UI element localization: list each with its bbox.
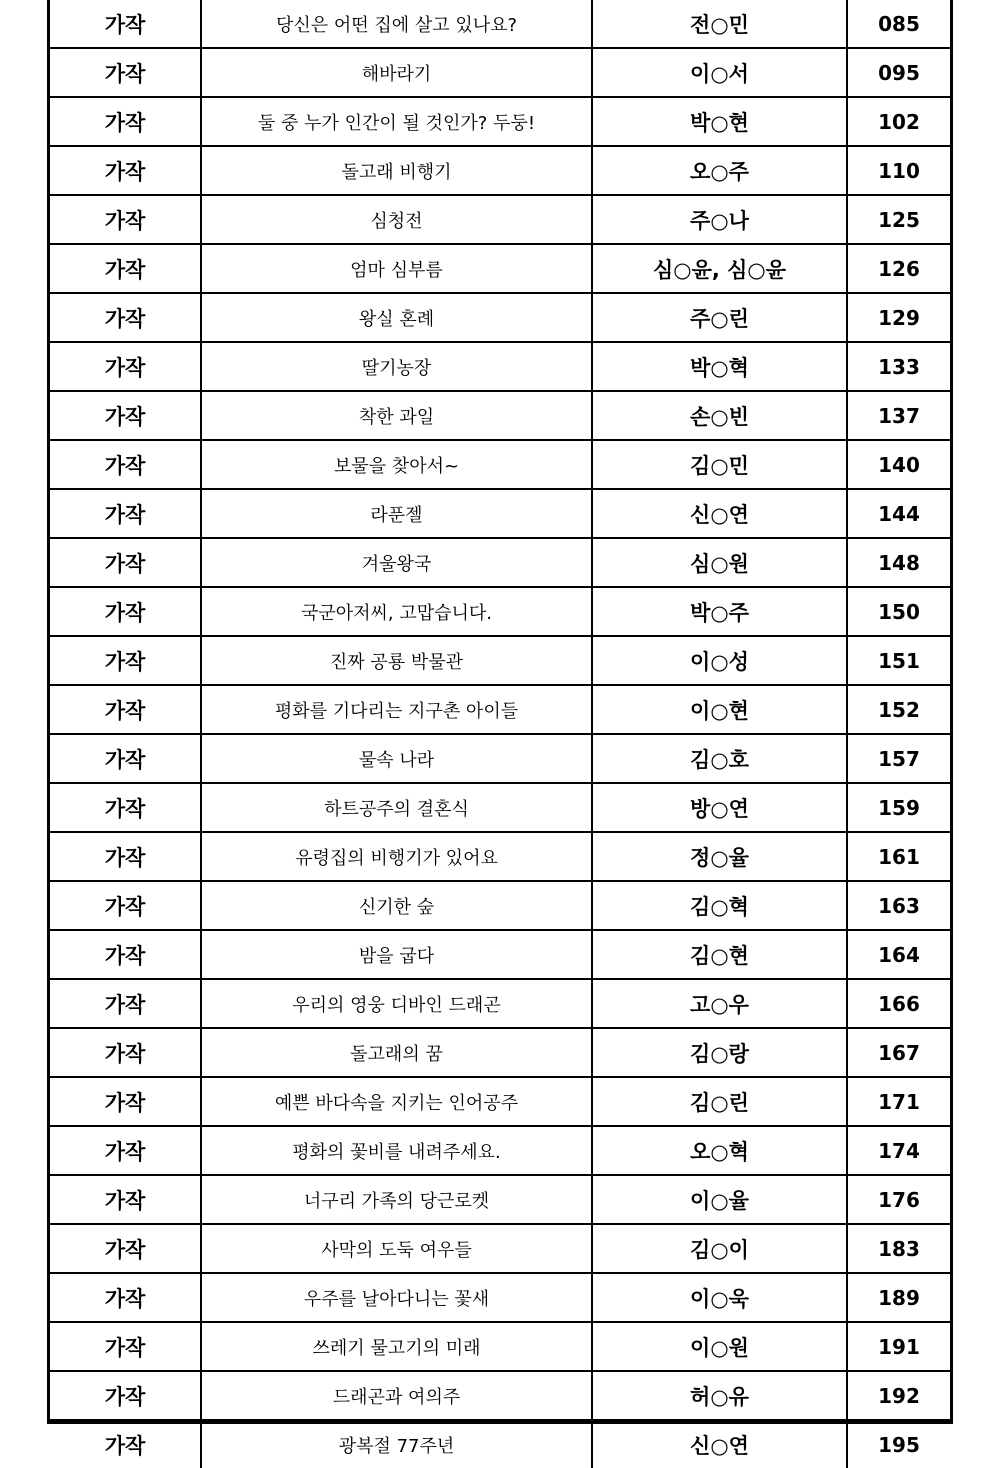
award-cell: 가작	[50, 685, 201, 734]
award-cell: 가작	[50, 979, 201, 1028]
name-cell: 이○욱	[592, 1273, 847, 1322]
title-cell: 겨울왕국	[201, 538, 592, 587]
award-cell: 가작	[50, 440, 201, 489]
name-cell: 심○원	[592, 538, 847, 587]
award-cell: 가작	[50, 930, 201, 979]
title-cell: 우주를 날아다니는 꽃새	[201, 1273, 592, 1322]
table-row	[50, 979, 950, 1028]
award-cell: 가작	[50, 587, 201, 636]
entry-number-cell: 148	[847, 538, 950, 587]
name-cell: 방○연	[592, 783, 847, 832]
award-cell: 가작	[50, 1273, 201, 1322]
table-row	[50, 391, 950, 440]
entry-number-cell: 133	[847, 342, 950, 391]
award-cell: 가작	[50, 146, 201, 195]
table-row	[50, 489, 950, 538]
title-cell: 물속 나라	[201, 734, 592, 783]
title-cell: 드래곤과 여의주	[201, 1371, 592, 1420]
title-cell: 진짜 공룡 박물관	[201, 636, 592, 685]
name-cell: 김○현	[592, 930, 847, 979]
entry-number-cell: 144	[847, 489, 950, 538]
table-row	[50, 342, 950, 391]
table-row	[50, 685, 950, 734]
name-cell: 오○혁	[592, 1126, 847, 1175]
entry-number-cell: 191	[847, 1322, 950, 1371]
award-cell: 가작	[50, 0, 201, 48]
title-cell: 신기한 숲	[201, 881, 592, 930]
entry-number-cell: 192	[847, 1371, 950, 1420]
name-cell: 김○혁	[592, 881, 847, 930]
entry-number-cell: 095	[847, 48, 950, 97]
table-row	[50, 587, 950, 636]
title-cell: 평화를 기다리는 지구촌 아이들	[201, 685, 592, 734]
entry-number-cell: 152	[847, 685, 950, 734]
table-row	[50, 1273, 950, 1322]
title-cell: 돌고래의 꿈	[201, 1028, 592, 1077]
entry-number-cell: 125	[847, 195, 950, 244]
title-cell: 딸기농장	[201, 342, 592, 391]
title-cell: 해바라기	[201, 48, 592, 97]
title-cell: 너구리 가족의 당근로켓	[201, 1175, 592, 1224]
title-cell: 광복절 77주년	[201, 1420, 592, 1468]
name-cell: 심○윤, 심○윤	[592, 244, 847, 293]
title-cell: 우리의 영웅 디바인 드래곤	[201, 979, 592, 1028]
title-cell: 국군아저씨, 고맙습니다.	[201, 587, 592, 636]
table-row	[50, 1224, 950, 1273]
award-cell: 가작	[50, 1224, 201, 1273]
title-cell: 왕실 혼례	[201, 293, 592, 342]
award-table-body	[50, 0, 950, 1468]
table-row	[50, 832, 950, 881]
award-cell: 가작	[50, 1028, 201, 1077]
entry-number-cell: 183	[847, 1224, 950, 1273]
entry-number-cell: 151	[847, 636, 950, 685]
name-cell: 고○우	[592, 979, 847, 1028]
table-row	[50, 636, 950, 685]
table-row	[50, 1371, 950, 1420]
table-row	[50, 97, 950, 146]
award-cell: 가작	[50, 97, 201, 146]
name-cell: 김○랑	[592, 1028, 847, 1077]
table-row	[50, 1175, 950, 1224]
award-cell: 가작	[50, 881, 201, 930]
title-cell: 유령집의 비행기가 있어요	[201, 832, 592, 881]
name-cell: 박○현	[592, 97, 847, 146]
entry-number-cell: 110	[847, 146, 950, 195]
name-cell: 허○유	[592, 1371, 847, 1420]
name-cell: 박○주	[592, 587, 847, 636]
name-cell: 신○연	[592, 1420, 847, 1468]
table-row	[50, 1077, 950, 1126]
table-row	[50, 440, 950, 489]
table-row	[50, 48, 950, 97]
name-cell: 이○율	[592, 1175, 847, 1224]
table-row	[50, 1420, 950, 1468]
entry-number-cell: 157	[847, 734, 950, 783]
award-cell: 가작	[50, 538, 201, 587]
table-row	[50, 930, 950, 979]
entry-number-cell: 189	[847, 1273, 950, 1322]
entry-number-cell: 137	[847, 391, 950, 440]
name-cell: 손○빈	[592, 391, 847, 440]
name-cell: 김○이	[592, 1224, 847, 1273]
name-cell: 박○혁	[592, 342, 847, 391]
award-cell: 가작	[50, 1322, 201, 1371]
title-cell: 평화의 꽃비를 내려주세요.	[201, 1126, 592, 1175]
award-cell: 가작	[50, 636, 201, 685]
title-cell: 하트공주의 결혼식	[201, 783, 592, 832]
table-row	[50, 734, 950, 783]
award-cell: 가작	[50, 1371, 201, 1420]
name-cell: 김○린	[592, 1077, 847, 1126]
entry-number-cell: 126	[847, 244, 950, 293]
award-list-sheet	[47, 0, 953, 1458]
award-cell: 가작	[50, 783, 201, 832]
award-cell: 가작	[50, 734, 201, 783]
entry-number-cell: 159	[847, 783, 950, 832]
table-row	[50, 1126, 950, 1175]
title-cell: 사막의 도둑 여우들	[201, 1224, 592, 1273]
title-cell: 엄마 심부름	[201, 244, 592, 293]
title-cell: 심청전	[201, 195, 592, 244]
name-cell: 이○현	[592, 685, 847, 734]
entry-number-cell: 161	[847, 832, 950, 881]
name-cell: 신○연	[592, 489, 847, 538]
entry-number-cell: 174	[847, 1126, 950, 1175]
table-row	[50, 195, 950, 244]
table-row	[50, 293, 950, 342]
award-cell: 가작	[50, 391, 201, 440]
award-cell: 가작	[50, 1175, 201, 1224]
award-cell: 가작	[50, 1126, 201, 1175]
award-cell: 가작	[50, 1077, 201, 1126]
entry-number-cell: 171	[847, 1077, 950, 1126]
name-cell: 이○성	[592, 636, 847, 685]
title-cell: 밤을 굽다	[201, 930, 592, 979]
table-row	[50, 146, 950, 195]
title-cell: 예쁜 바다속을 지키는 인어공주	[201, 1077, 592, 1126]
award-cell: 가작	[50, 293, 201, 342]
table-row	[50, 1322, 950, 1371]
title-cell: 당신은 어떤 집에 살고 있나요?	[201, 0, 592, 48]
name-cell: 주○린	[592, 293, 847, 342]
name-cell: 김○민	[592, 440, 847, 489]
entry-number-cell: 195	[878, 1432, 920, 1457]
entry-number-cell: 163	[847, 881, 950, 930]
entry-number-cell: 176	[847, 1175, 950, 1224]
award-table	[50, 0, 950, 1468]
name-cell: 이○원	[592, 1322, 847, 1371]
table-row	[50, 783, 950, 832]
name-cell: 전○민	[592, 0, 847, 48]
name-cell: 김○호	[592, 734, 847, 783]
entry-number-cell: 166	[847, 979, 950, 1028]
title-cell: 보물을 찾아서~	[201, 440, 592, 489]
award-cell: 가작	[50, 342, 201, 391]
entry-number-cell: 140	[847, 440, 950, 489]
table-row	[50, 244, 950, 293]
entry-number-cell: 085	[847, 0, 950, 48]
entry-number-cell: 150	[847, 587, 950, 636]
title-cell: 쓰레기 물고기의 미래	[201, 1322, 592, 1371]
name-cell: 주○나	[592, 195, 847, 244]
award-cell: 가작	[50, 195, 201, 244]
title-cell: 둘 중 누가 인간이 될 것인가? 두둥!	[201, 97, 592, 146]
table-row	[50, 0, 950, 48]
table-row	[50, 1028, 950, 1077]
entry-number-cell: 167	[847, 1028, 950, 1077]
entry-number-cell: 164	[847, 930, 950, 979]
entry-number-cell: 102	[847, 97, 950, 146]
award-cell: 가작	[50, 244, 201, 293]
award-cell: 가작	[50, 489, 201, 538]
name-cell: 오○주	[592, 146, 847, 195]
title-cell: 돌고래 비행기	[201, 146, 592, 195]
award-cell: 가작	[50, 1420, 201, 1468]
award-cell: 가작	[50, 48, 201, 97]
name-cell: 이○서	[592, 48, 847, 97]
title-cell: 착한 과일	[201, 391, 592, 440]
table-row	[50, 538, 950, 587]
table-row	[50, 881, 950, 930]
entry-number-cell: 129	[847, 293, 950, 342]
title-cell: 라푼젤	[201, 489, 592, 538]
award-cell: 가작	[50, 832, 201, 881]
name-cell: 정○율	[592, 832, 847, 881]
